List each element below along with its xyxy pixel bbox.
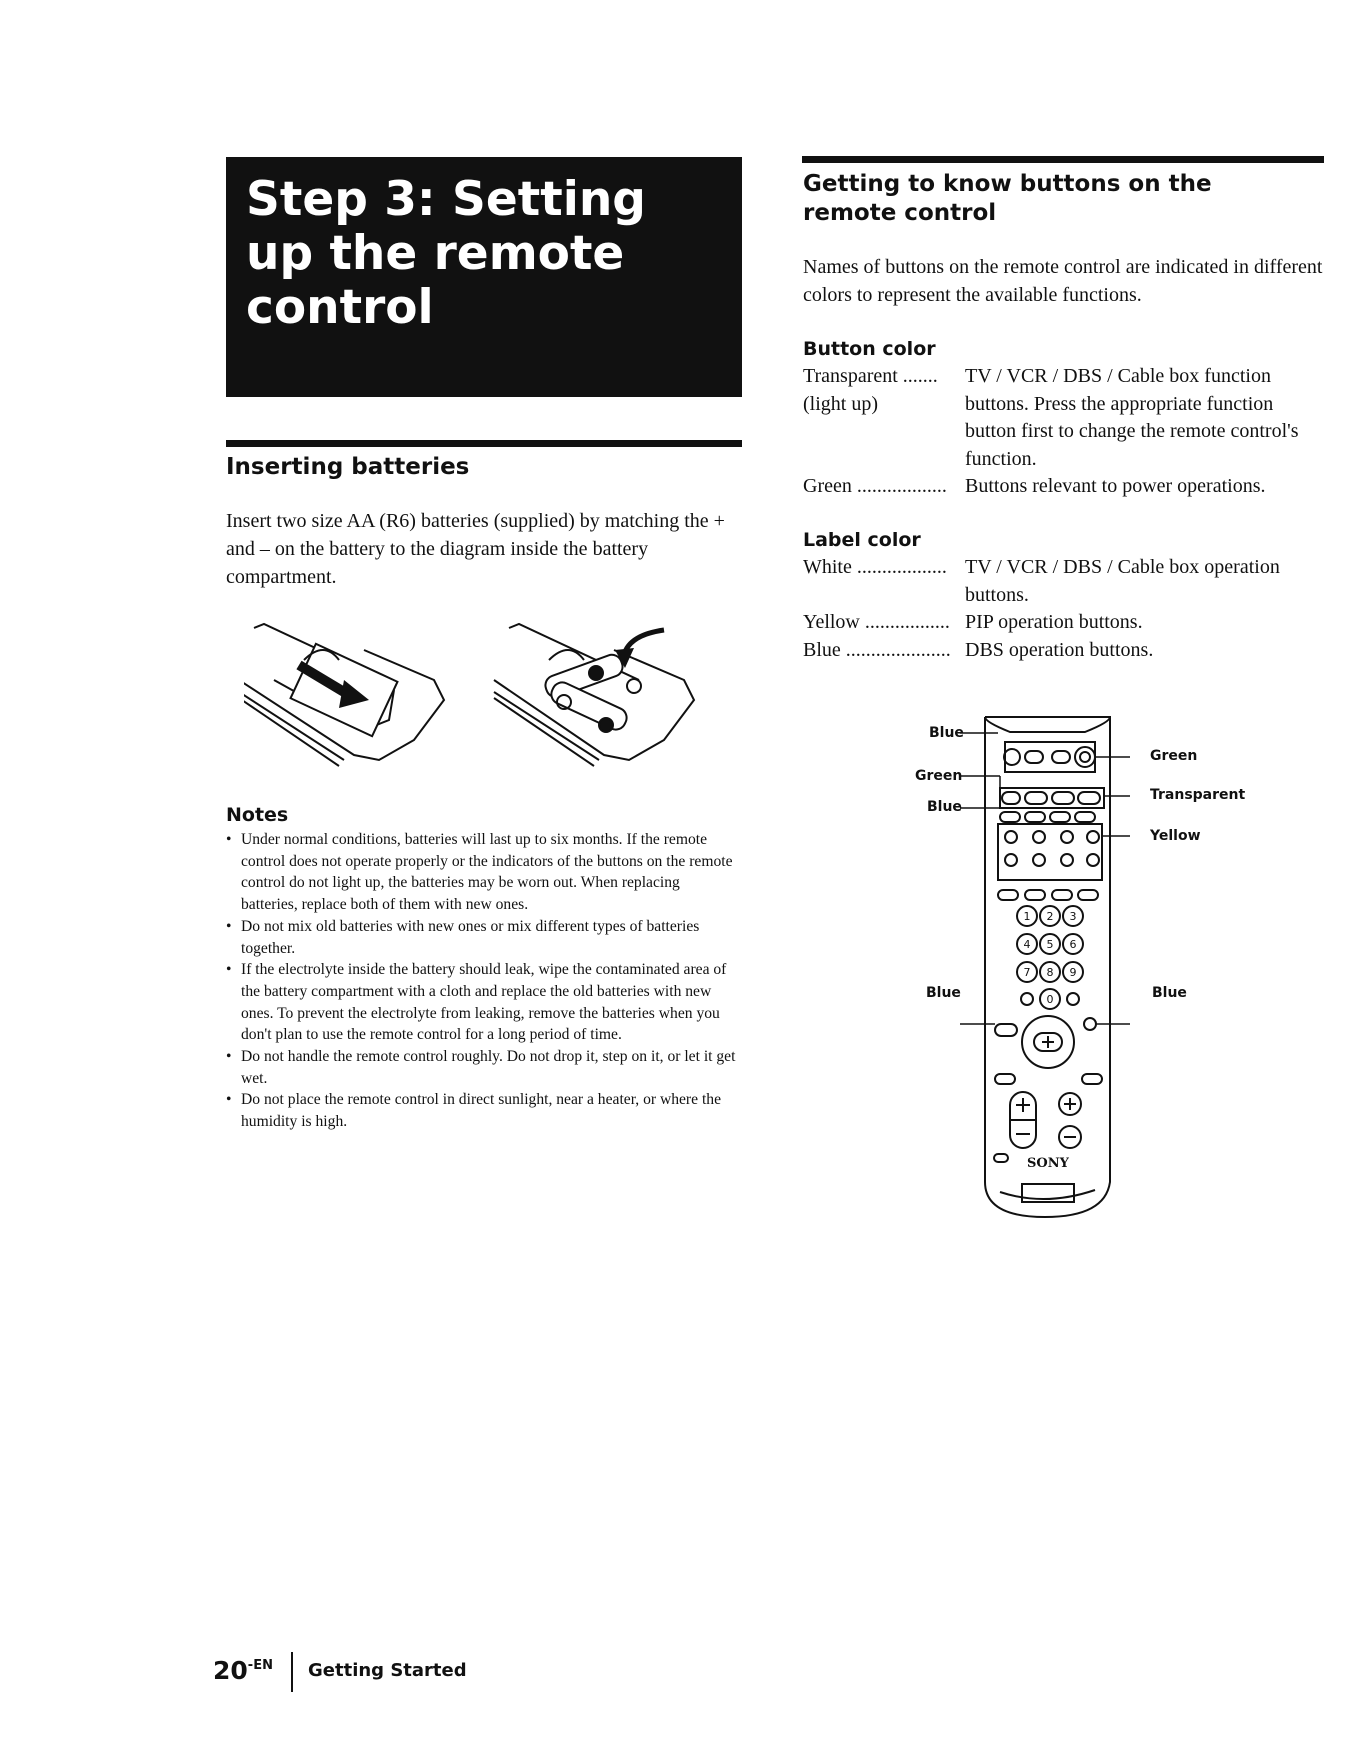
digit-label: 0 xyxy=(1046,993,1054,1006)
def-term: Yellow ................. xyxy=(803,611,950,634)
page-number-suffix: -EN xyxy=(247,1658,273,1673)
remote-label-right: Transparent xyxy=(1150,787,1246,803)
inserting-body: Insert two size AA (R6) batteries (supplied) by matching the + and – on the battery to the diagram inside the battery compartment. xyxy=(226,510,725,588)
know-heading: Getting to know buttons on the remote control xyxy=(803,171,1212,226)
label-color-list xyxy=(803,554,1327,664)
def-text: DBS operation buttons. xyxy=(965,638,1154,661)
section-rule xyxy=(226,440,742,447)
remote-label-left: Green xyxy=(915,768,963,784)
remote-label-left: Blue xyxy=(927,799,962,815)
note-item: • If the electrolyte inside the battery should leak, wipe the contaminated area of the battery compartment with a cloth and replace the old batteries with new ones. To prevent the electrolyte from leaking, remove the batteries when you don't plan to use the remote control for a long period of time. xyxy=(226,959,738,1046)
remote-top-cap xyxy=(985,717,1110,732)
def-row xyxy=(803,609,1327,637)
note-item: • Under normal conditions, batteries will last up to six months. If the remote control does not operate properly or the indicators of the buttons on the remote control do not light up, the batteries may be worn out. When replacing batteries, replace both of them with new ones. xyxy=(226,829,738,916)
page-title: Step 3: Setting up the remote control xyxy=(246,172,646,335)
digit-label: 4 xyxy=(1023,938,1031,951)
title-box xyxy=(226,157,742,397)
def-term: Transparent ....... xyxy=(803,365,938,387)
remote-label-left: Blue xyxy=(926,985,961,1001)
inserting-heading: Inserting batteries xyxy=(226,454,470,480)
section-rule xyxy=(802,156,1324,163)
page-number xyxy=(213,1656,273,1685)
def-term: White .................. xyxy=(803,556,947,578)
remote-label-right: Yellow xyxy=(1150,828,1201,844)
def-text: TV / VCR / DBS / Cable box operation buttons. xyxy=(965,556,1280,606)
remote-label-right: Blue xyxy=(1152,985,1187,1001)
battery-illustration xyxy=(244,620,724,800)
digit-label: 1 xyxy=(1023,910,1031,923)
notes-list xyxy=(226,829,738,1133)
brand-logo: SONY xyxy=(1027,1156,1069,1171)
digit-label: 7 xyxy=(1023,966,1031,979)
def-text: TV / VCR / DBS / Cable box function buttons. Press the appropriate function button first to change the remote control's function. xyxy=(965,365,1299,470)
button-color-heading: Button color xyxy=(803,338,936,360)
remote-label-left: Blue xyxy=(929,725,964,741)
label-color-heading: Label color xyxy=(803,529,921,551)
note-item: • Do not place the remote control in direct sunlight, near a heater, or where the humidity is high. xyxy=(226,1089,738,1132)
digit-label: 5 xyxy=(1046,938,1054,951)
def-text: PIP operation buttons. xyxy=(965,611,1143,634)
footer-section: Getting Started xyxy=(308,1660,467,1681)
page-number-value: 20 xyxy=(213,1656,248,1685)
def-row xyxy=(803,554,1327,609)
digit-label: 2 xyxy=(1046,910,1054,923)
remote-label-right: Green xyxy=(1150,748,1198,764)
def-row xyxy=(803,473,1327,501)
def-term: Green .................. xyxy=(803,475,947,498)
digit-label: 8 xyxy=(1046,966,1054,979)
note-item: • Do not mix old batteries with new ones or mix different types of batteries together. xyxy=(226,916,738,959)
def-term-note: (light up) xyxy=(803,392,878,415)
def-row xyxy=(803,363,1327,473)
know-intro: Names of buttons on the remote control are indicated in different colors to represent the available functions. xyxy=(803,256,1323,306)
digit-label: 3 xyxy=(1069,910,1077,923)
note-item: • Do not handle the remote control roughly. Do not drop it, step on it, or let it get wet. xyxy=(226,1046,738,1089)
def-row xyxy=(803,637,1327,665)
digit-label: 9 xyxy=(1069,966,1077,979)
def-term: Blue ..................... xyxy=(803,638,951,661)
def-text: Buttons relevant to power operations. xyxy=(965,475,1266,498)
notes-heading: Notes xyxy=(226,804,289,826)
remote-open-illustration xyxy=(494,624,694,766)
footer-separator xyxy=(291,1652,293,1692)
button-color-list xyxy=(803,363,1327,501)
remote-diagram xyxy=(960,712,1130,1222)
digit-label: 6 xyxy=(1069,938,1077,951)
